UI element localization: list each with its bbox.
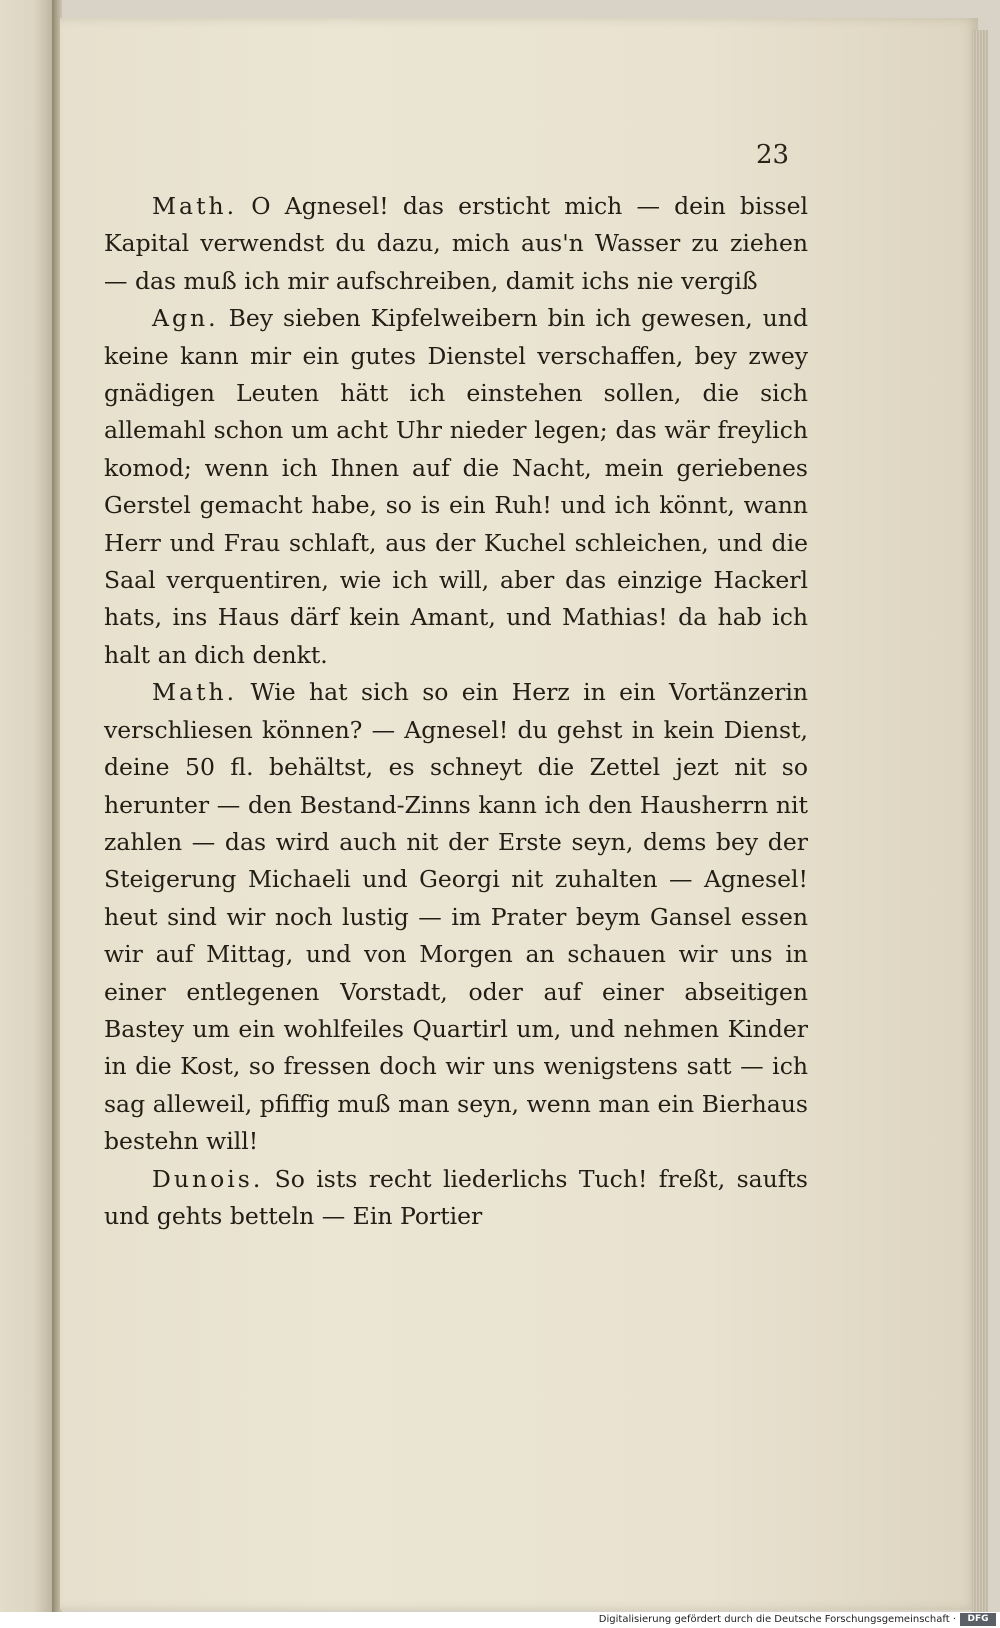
- paragraph-3: [104, 674, 808, 1160]
- speaker-name: Math.: [152, 192, 238, 220]
- paragraph-1: [104, 188, 808, 300]
- paragraph-2: [104, 300, 808, 674]
- speaker-name: Math.: [152, 678, 238, 707]
- dfg-logo: DFG: [960, 1613, 996, 1626]
- page-edges: [972, 30, 988, 1615]
- paragraph-4: [104, 1161, 808, 1236]
- dialogue-text: So ists recht liederlichs Tuch! freßt, saufts und gehts betteln — Ein Portier: [104, 1164, 808, 1230]
- left-page-edge: [0, 0, 56, 1628]
- dialogue-text: O Agnesel! das ersticht mich — dein bissel Kapital verwendst du dazu, mich aus'n Wasser zu ziehen — das muß ich mir aufschreiben, damit ichs nie vergiß: [104, 192, 808, 295]
- speaker-name: Dunois.: [152, 1164, 264, 1193]
- page-number: 23: [756, 140, 790, 170]
- page-text: [104, 188, 808, 1235]
- dialogue-text: Wie hat sich so ein Herz in ein Vortänzerin verschliesen können? — Agnesel! du gehst in kein Dienst, deine 50 fl. behältst, es schneyt die Zettel jezt nit so herunter — den Bestand-Zinns kann ich den Hausherrn nit zahlen — das wird auch nit der Erste seyn, dems bey der Steigerung Michaeli und Georgi nit zuhalten — Agnesel! heut sind wir noch lustig — im Prater beym Gansel essen wir auf Mittag, und von Morgen an schauen wir uns in einer entlegenen Vorstadt, oder auf einer abseitigen Bastey um ein wohlfeiles Quartirl um, und nehmen Kinder in die Kost, so fressen doch wir uns wenigstens satt — ich sag alleweil, pfiffig muß man seyn, wenn man ein Bierhaus bestehn will!: [104, 678, 808, 1156]
- funding-footer: Digitalisierung gefördert durch die Deutsche Forschungsgemeinschaft ·: [598, 1614, 956, 1625]
- dialogue-text: Bey sieben Kipfelweibern bin ich gewesen, und keine kann mir ein gutes Dienstel verschaffen, bey zwey gnädigen Leuten hätt ich einstehen sollen, die sich allemahl schon um acht Uhr nieder legen; das wär freylich komod; wenn ich Ihnen auf die Nacht, mein geriebenes Gerstel gemacht habe, so is ein Ruh! und ich könnt, wann Herr und Frau schlaft, aus der Kuchel schleichen, und die Saal verquentiren, wie ich will, aber das einzige Hackerl hats, ins Haus därf kein Amant, und Mathias! da hab ich halt an dich denkt.: [104, 304, 808, 669]
- speaker-name: Agn.: [152, 304, 219, 333]
